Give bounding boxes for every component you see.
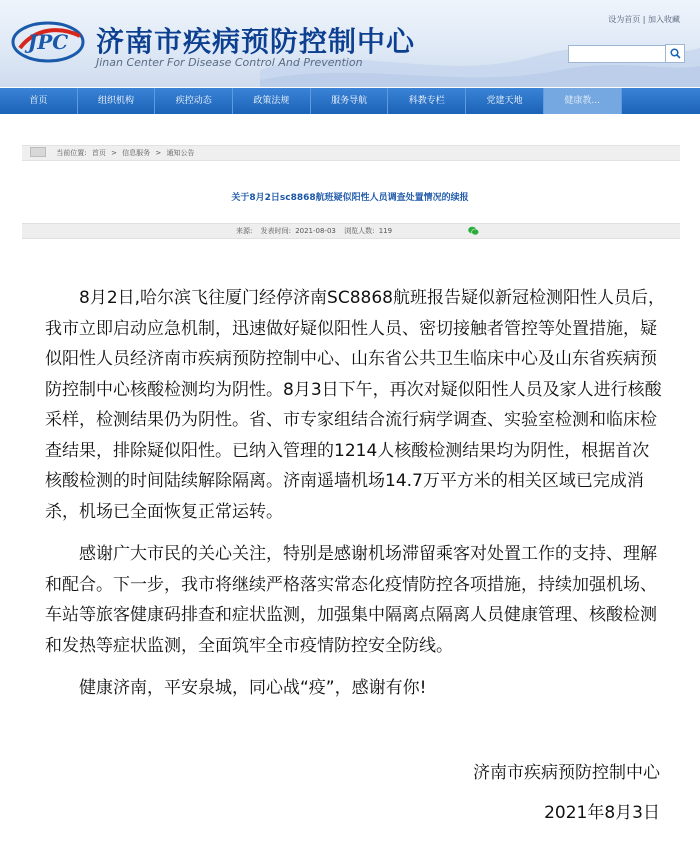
main-nav bbox=[0, 88, 700, 114]
views-count: 119 bbox=[378, 227, 393, 235]
cdc-logo-icon[interactable] bbox=[10, 18, 86, 66]
breadcrumb-separator: > bbox=[111, 149, 117, 157]
publish-label: 发表时间: bbox=[260, 227, 291, 235]
top-links-separator: | bbox=[642, 15, 646, 24]
set-homepage-link[interactable]: 设为首页 bbox=[608, 15, 641, 24]
site-subtitle: Jinan Center For Disease Control And Prevention bbox=[96, 56, 363, 69]
nav-item-cdc-news[interactable]: 疾控动态 bbox=[155, 88, 233, 114]
site-title: 济南市疾病预防控制中心 bbox=[96, 25, 416, 58]
breadcrumb bbox=[22, 145, 680, 161]
nav-item-home[interactable]: 首页 bbox=[0, 88, 78, 114]
search-icon bbox=[670, 48, 681, 59]
nav-item-party-building[interactable]: 党建天地 bbox=[466, 88, 544, 114]
article-body bbox=[45, 283, 665, 716]
article-motto: 健康济南，平安泉城，同心战“疫”，感谢有你! bbox=[79, 678, 427, 698]
article-paragraph: 感谢广大市民的关心关注，特别是感谢机场滞留乘客对处置工作的支持、理解和配合。下一步，我市将继续严格落实常态化疫情防控各项措施，持续加强机场、车站等旅客健康码排查和症状监测，加强集中隔离点隔离人员健康管理、核酸检测和发热等症状监测，全面筑牢全市疫情防控安全防线。 bbox=[45, 544, 657, 656]
breadcrumb-label: 当前位置: bbox=[56, 149, 87, 157]
search-button[interactable] bbox=[665, 44, 685, 63]
nav-item-services[interactable]: 服务导航 bbox=[311, 88, 389, 114]
top-links bbox=[608, 14, 680, 25]
breadcrumb-info-service[interactable]: 信息服务 bbox=[122, 149, 151, 157]
signature-date: 2021年8月3日 bbox=[544, 803, 660, 823]
article-title: 关于8月2日sc8868航班疑似阳性人员调查处置情况的续报 bbox=[231, 193, 469, 203]
breadcrumb-separator: > bbox=[155, 149, 162, 157]
article-paragraph: 8月2日,哈尔滨飞往厦门经停济南SC8868航班报告疑似新冠检测阳性人员后，我市立即启动应急机制，迅速做好疑似阳性人员、密切接触者管控等处置措施，疑似阳性人员经济南市疾病预防控制中心、山东省公共卫生临床中心及山东省疾病预防控制中心核酸检测均为阴性。8月3日下午，再次对疑似阳性人员及家人进行核酸采样，检测结果仍为阴性。省、市专家组结合流行病学调查、实验室检测和临床检查结果，排除疑似阳性。已纳入管理的1214人核酸检测结果均为阴性，根据首次核酸检测的时间陆续解除隔离。济南遥墙机场14.7万平方米的相关区域已完成消杀，机场已全面恢复正常运转。 bbox=[45, 288, 665, 522]
signature-organization: 济南市疾病预防控制中心 bbox=[473, 763, 660, 783]
nav-item-science-education[interactable]: 科教专栏 bbox=[388, 88, 466, 114]
breadcrumb-notices[interactable]: 通知公告 bbox=[166, 149, 195, 157]
views-label: 浏览人数: bbox=[344, 227, 375, 235]
wechat-share-icon[interactable] bbox=[468, 226, 479, 236]
search-input[interactable] bbox=[568, 45, 670, 63]
add-favorite-link[interactable]: 加入收藏 bbox=[648, 15, 680, 24]
article-meta bbox=[22, 223, 680, 239]
site-header bbox=[0, 0, 700, 87]
breadcrumb-icon bbox=[30, 147, 46, 157]
nav-item-organization[interactable]: 组织机构 bbox=[78, 88, 156, 114]
logo-text: JPC bbox=[27, 30, 69, 54]
nav-item-policies[interactable]: 政策法规 bbox=[233, 88, 311, 114]
nav-item-health-education[interactable]: 健康教... bbox=[544, 88, 622, 114]
breadcrumb-home[interactable]: 首页 bbox=[91, 149, 106, 157]
source-label: 来源: bbox=[236, 227, 253, 235]
publish-date: 2021-08-03 bbox=[295, 227, 336, 235]
